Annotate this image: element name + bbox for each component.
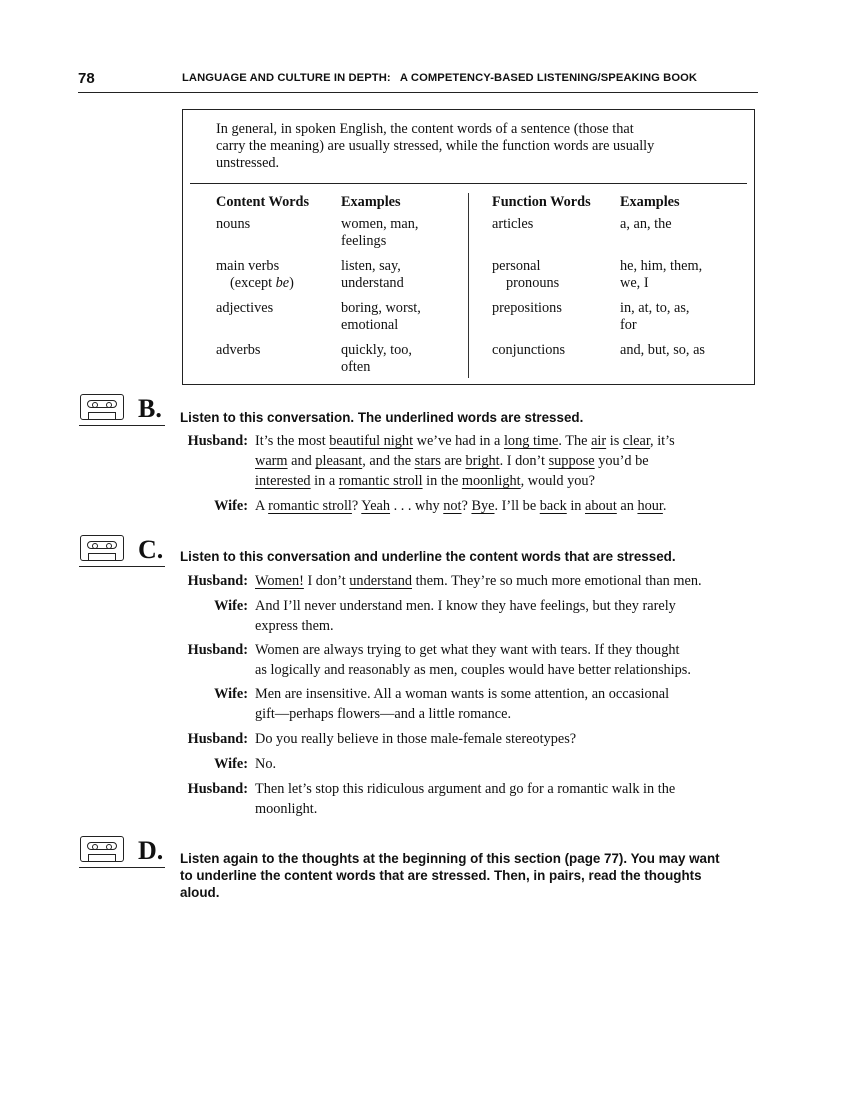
dialogue-line: express them. — [255, 618, 334, 634]
function-word: articles — [492, 216, 534, 232]
dialogue-line: A romantic stroll? Yeah . . . why not? Bye. I’ll be back in about an hour. — [255, 498, 667, 514]
function-words-header: Function Words — [492, 194, 591, 210]
function-word: personal pronouns — [492, 258, 560, 291]
content-example: boring, worst, emotional — [341, 300, 421, 333]
function-example: and, but, so, as — [620, 342, 705, 358]
section-d-letter: D. — [138, 836, 164, 865]
section-b-instruction: Listen to this conversation. The underlined words are stressed. — [180, 410, 584, 425]
content-examples-header: Examples — [341, 194, 401, 210]
dialogue-line: It’s the most beautiful night we’ve had in a long time. The air is clear, it’s — [255, 433, 675, 449]
box-divider — [190, 183, 747, 184]
content-word: adverbs — [216, 342, 261, 358]
intro-line: unstressed. — [216, 155, 280, 171]
function-word: prepositions — [492, 300, 562, 316]
function-word: conjunctions — [492, 342, 566, 358]
content-word: nouns — [216, 216, 251, 232]
dialogue-line: warm and pleasant, and the stars are bright. I don’t suppose you’d be — [255, 453, 649, 469]
dialogue-line: as logically and reasonably as men, couples would have better relationships. — [255, 662, 691, 678]
page-number: 78 — [78, 70, 95, 87]
cassette-tape-icon — [80, 535, 124, 561]
speaker-label: Husband: — [187, 573, 248, 589]
section-b-letter: B. — [138, 394, 162, 423]
content-example: women, man, feelings — [341, 216, 419, 249]
running-title: LANGUAGE AND CULTURE IN DEPTH: A COMPETENCY-BASED LISTENING/SPEAKING BOOK — [182, 72, 698, 84]
section-c-letter: C. — [138, 535, 164, 564]
section-d-instruction: Listen again to the thoughts at the beginning of this section (page 77). You may want to underline the content words that are stressed. Then, in pairs, read the thoughts aloud. — [180, 851, 720, 900]
content-words-header: Content Words — [216, 194, 310, 210]
page-header — [78, 70, 758, 93]
dialogue-line: moonlight. — [255, 801, 318, 817]
speaker-label: Husband: — [187, 433, 248, 449]
intro-line: In general, in spoken English, the content words of a sentence (those that — [216, 121, 634, 137]
speaker-label: Husband: — [187, 731, 248, 747]
function-examples-header: Examples — [620, 194, 680, 210]
speaker-label: Wife: — [214, 498, 248, 514]
content-word: adjectives — [216, 300, 274, 316]
dialogue-line: No. — [255, 756, 277, 772]
dialogue-line: And I’ll never understand men. I know they have feelings, but they rarely — [255, 598, 676, 614]
cassette-tape-icon — [80, 836, 124, 862]
dialogue-line: Men are insensitive. All a woman wants is some attention, an occasional — [255, 686, 670, 702]
speaker-label: Wife: — [214, 598, 248, 614]
content-example: quickly, too, often — [341, 342, 412, 375]
content-example: listen, say, understand — [341, 258, 404, 291]
speaker-label: Wife: — [214, 756, 248, 772]
box-intro — [216, 121, 736, 172]
section-c-rule — [79, 566, 165, 567]
cassette-tape-icon — [80, 394, 124, 420]
dialogue-line: Then let’s stop this ridiculous argument and go for a romantic walk in the — [255, 781, 676, 797]
column-divider — [468, 193, 469, 378]
dialogue-line: Do you really believe in those male-female stereotypes? — [255, 731, 577, 747]
speaker-label: Husband: — [187, 781, 248, 797]
stress-rules-box — [182, 109, 755, 385]
dialogue-line: gift—perhaps flowers—and a little romance. — [255, 706, 512, 722]
speaker-label: Wife: — [214, 686, 248, 702]
content-word: main verbs (except be) — [216, 258, 294, 291]
section-d-rule — [79, 867, 165, 868]
function-example: he, him, them, we, I — [620, 258, 703, 291]
intro-line: carry the meaning) are usually stressed, while the function words are usually — [216, 138, 655, 154]
dialogue-line: Women! I don’t understand them. They’re so much more emotional than men. — [255, 573, 702, 589]
function-example: in, at, to, as, for — [620, 300, 690, 333]
function-example: a, an, the — [620, 216, 672, 232]
section-c-instruction: Listen to this conversation and underline the content words that are stressed. — [180, 549, 676, 564]
section-b-rule — [79, 425, 165, 426]
speaker-label: Husband: — [187, 642, 248, 658]
dialogue-line: Women are always trying to get what they want with tears. If they thought — [255, 642, 680, 658]
dialogue-line: interested in a romantic stroll in the moonlight, would you? — [255, 473, 595, 489]
